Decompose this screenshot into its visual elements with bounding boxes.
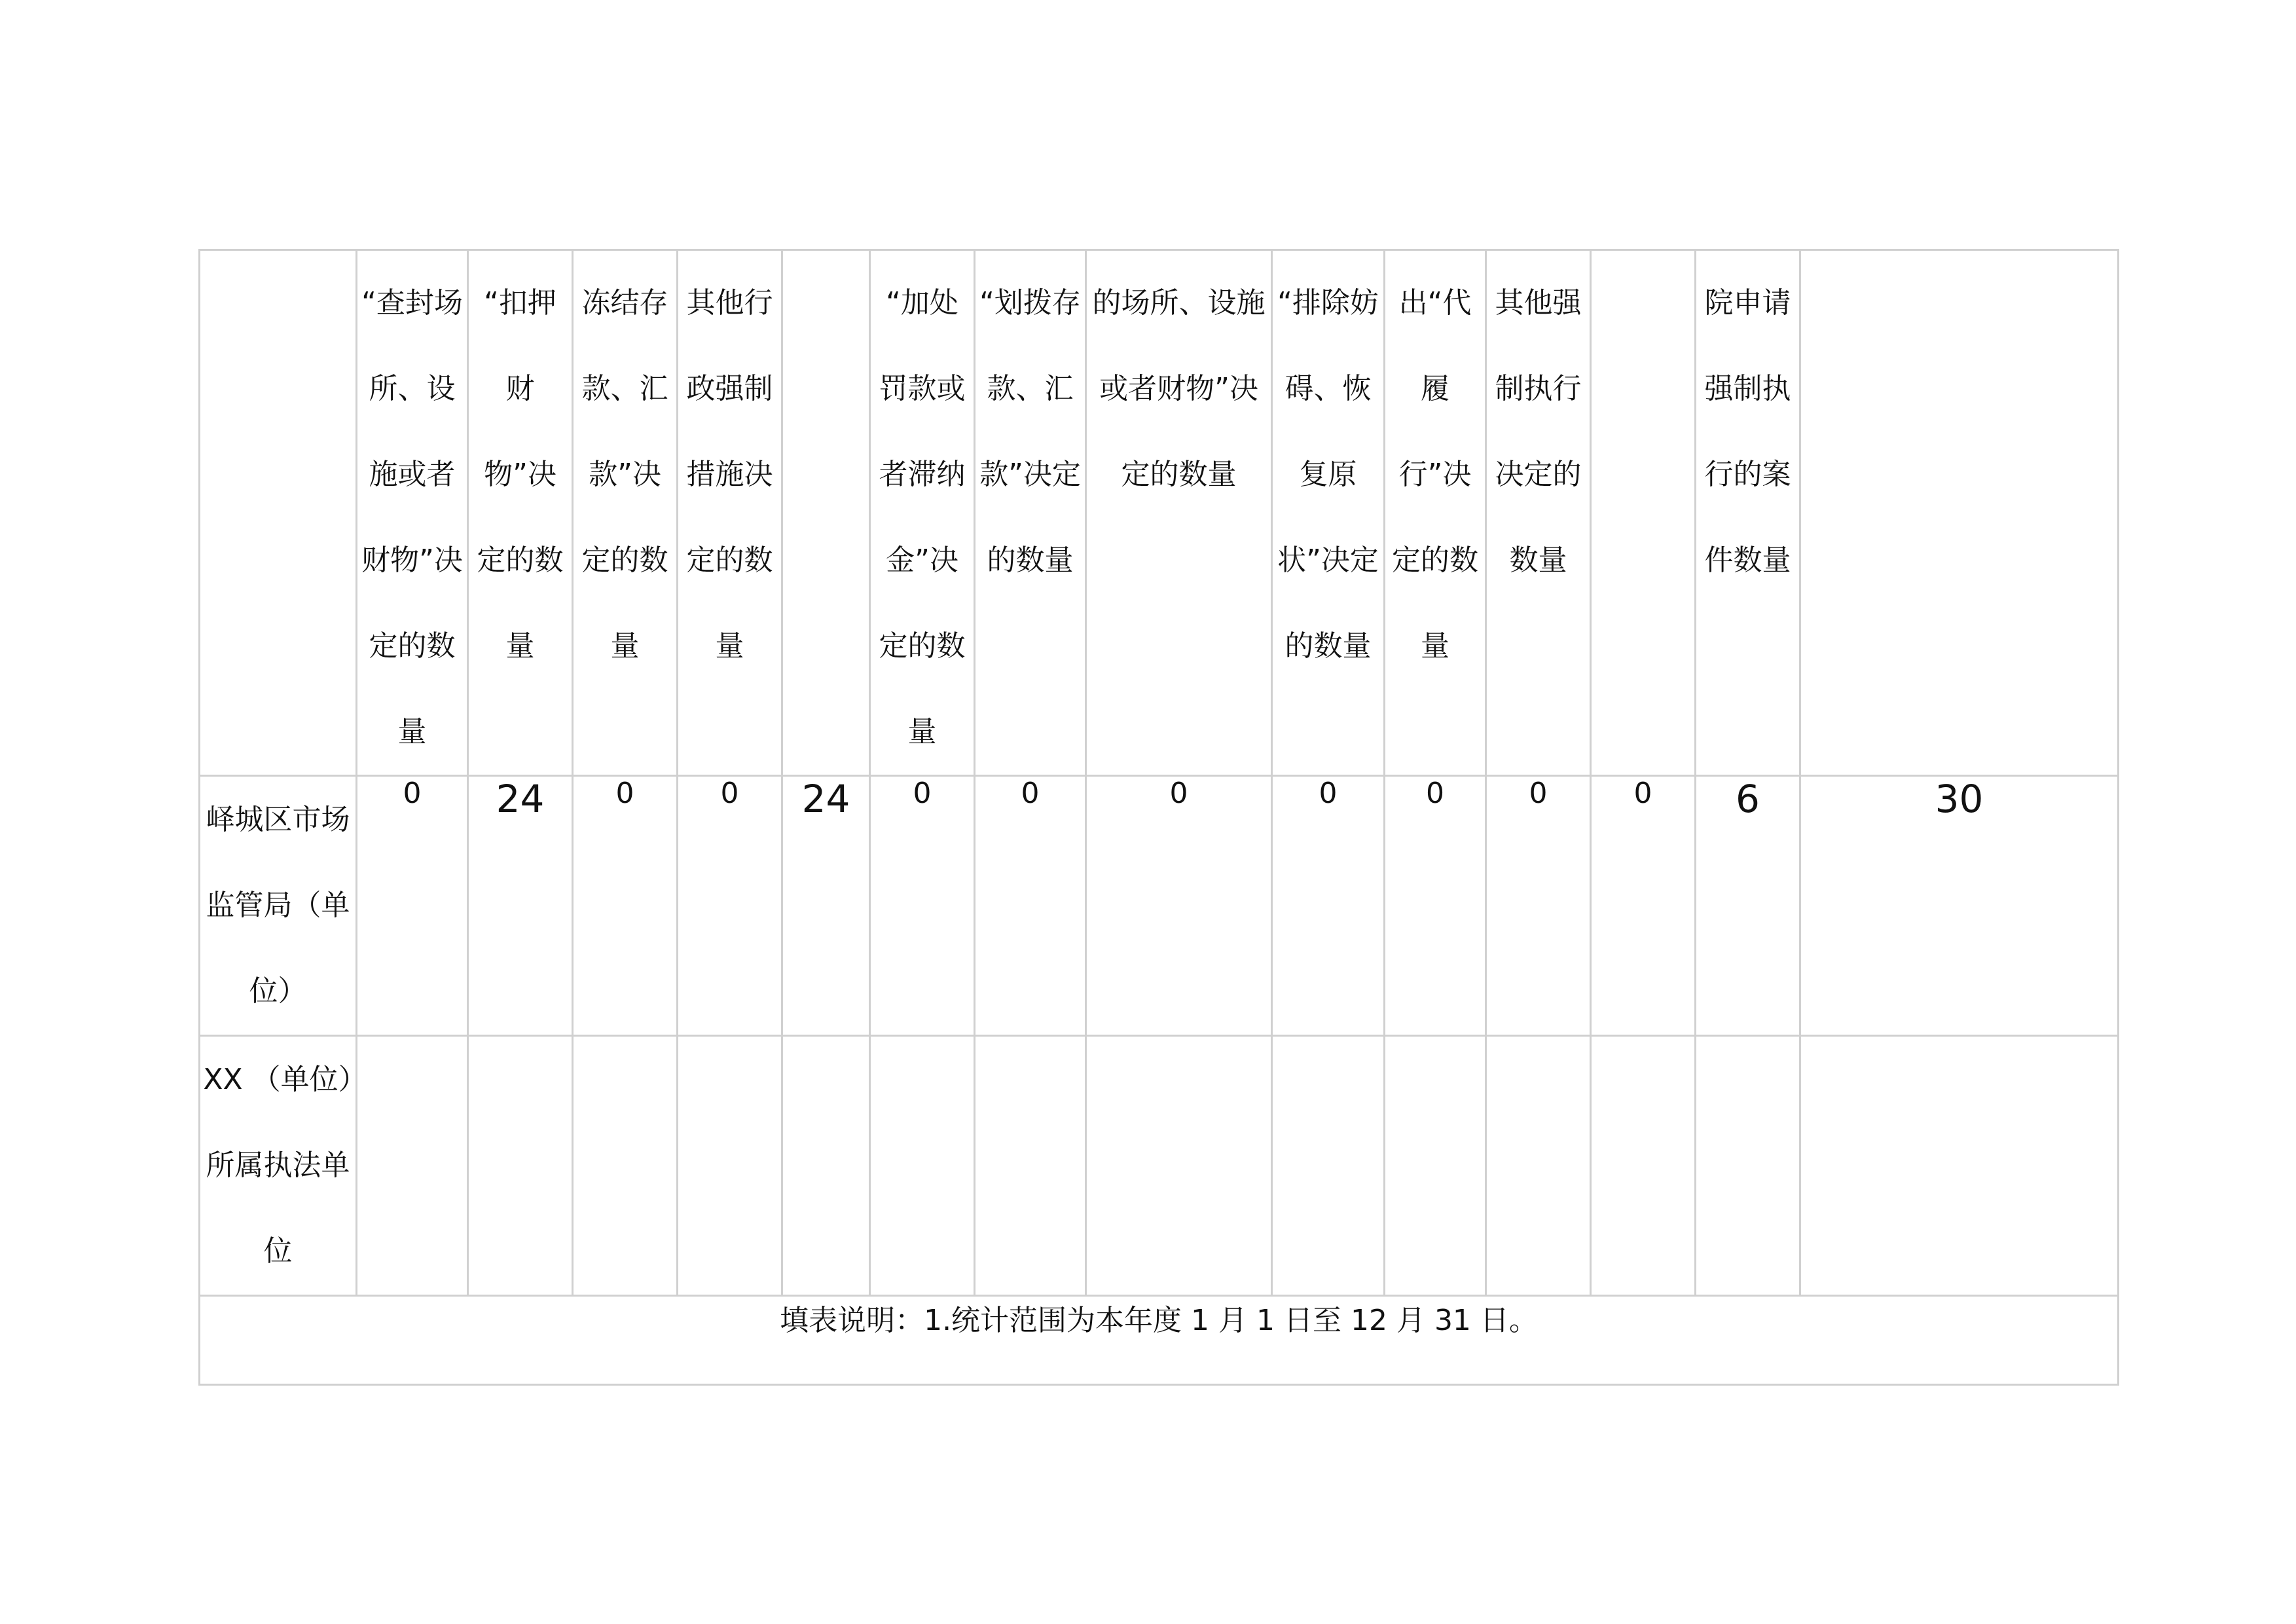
value-cell: 0 <box>573 776 678 1036</box>
value-cell <box>1385 1036 1486 1296</box>
header-cell-measures-subtotal <box>782 250 870 776</box>
value-cell: 24 <box>468 776 573 1036</box>
value-cell: 0 <box>357 776 468 1036</box>
value-cell: 6 <box>1696 776 1800 1036</box>
header-cell-seize-decisions: “扣押财物”决定的数量 <box>468 250 573 776</box>
value-cell <box>1272 1036 1385 1296</box>
filling-note: 填表说明：1.统计范围为本年度 1 月 1 日至 12 月 31 日。 <box>200 1296 2119 1385</box>
header-cell-seal-decisions: “查封场所、设施或者财物”决定的数量 <box>357 250 468 776</box>
value-cell <box>975 1036 1086 1296</box>
unit-name-cell: XX （单位）所属执法单位 <box>200 1036 357 1296</box>
value-cell: 0 <box>870 776 975 1036</box>
header-cell-total <box>1800 250 2119 776</box>
header-row <box>200 250 2119 776</box>
value-cell: 0 <box>1385 776 1486 1036</box>
value-cell <box>468 1036 573 1296</box>
note-row <box>200 1296 2119 1385</box>
value-cell <box>1800 1036 2119 1296</box>
header-cell-other-enforcement: 其他强制执行决定的数量 <box>1486 250 1591 776</box>
value-cell <box>1696 1036 1800 1296</box>
value-cell <box>678 1036 782 1296</box>
value-cell: 30 <box>1800 776 2119 1036</box>
value-cell <box>357 1036 468 1296</box>
header-cell-court-applications: 院申请强制执行的案件数量 <box>1696 250 1800 776</box>
header-cell-unit <box>200 250 357 776</box>
value-cell: 0 <box>975 776 1086 1036</box>
value-cell <box>870 1036 975 1296</box>
unit-name-cell: 峄城区市场监管局（单位） <box>200 776 357 1036</box>
table-row <box>200 776 2119 1036</box>
value-cell: 0 <box>1272 776 1385 1036</box>
statistics-table <box>198 249 2119 1386</box>
value-cell: 0 <box>1086 776 1272 1036</box>
value-cell: 0 <box>1486 776 1591 1036</box>
header-cell-freeze-decisions: 冻结存款、汇款”决定的数量 <box>573 250 678 776</box>
header-cell-substitute-decisions: 出“代履行”决定的数量 <box>1385 250 1486 776</box>
header-cell-other-measures: 其他行政强制措施决定的数量 <box>678 250 782 776</box>
header-cell-penalty-decisions: “加处罚款或者滞纳金”决定的数量 <box>870 250 975 776</box>
value-cell: 0 <box>1591 776 1696 1036</box>
header-cell-restore-decisions: “排除妨碍、恢复原状”决定的数量 <box>1272 250 1385 776</box>
value-cell <box>782 1036 870 1296</box>
value-cell <box>1086 1036 1272 1296</box>
value-cell <box>573 1036 678 1296</box>
value-cell <box>1591 1036 1696 1296</box>
header-cell-auction-decisions: 的场所、设施或者财物”决定的数量 <box>1086 250 1272 776</box>
value-cell: 24 <box>782 776 870 1036</box>
value-cell: 0 <box>678 776 782 1036</box>
value-cell <box>1486 1036 1591 1296</box>
header-cell-enforcement-subtotal <box>1591 250 1696 776</box>
table-row <box>200 1036 2119 1296</box>
header-cell-transfer-decisions: “划拨存款、汇款”决定的数量 <box>975 250 1086 776</box>
